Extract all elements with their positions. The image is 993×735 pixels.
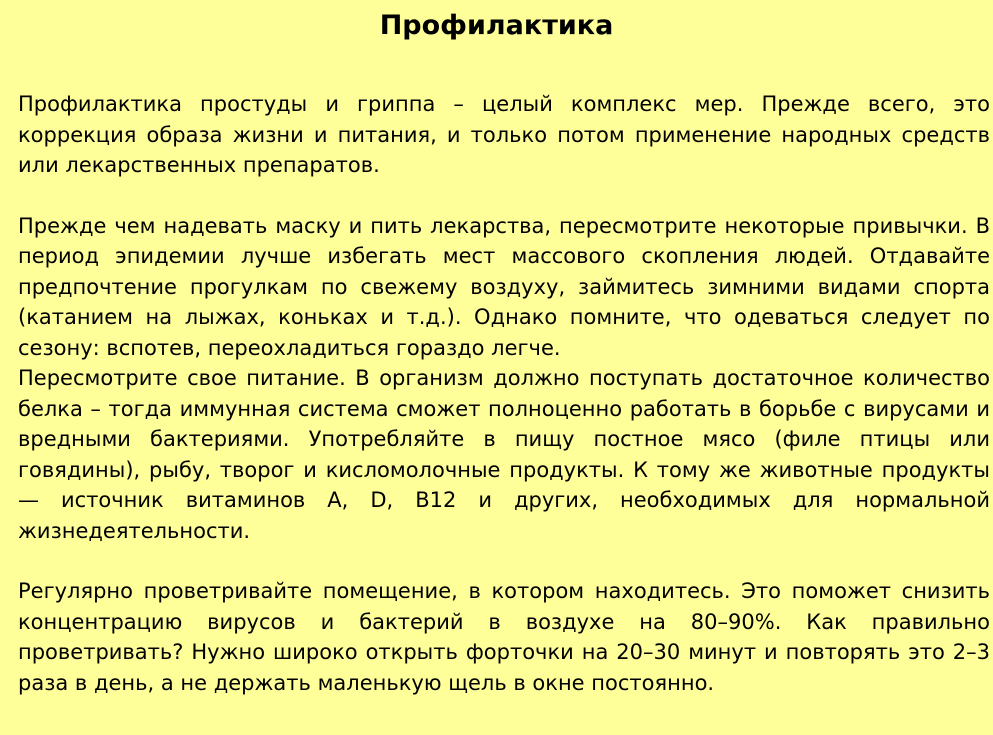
paragraph-spacer bbox=[18, 546, 990, 576]
slide-body bbox=[18, 89, 990, 698]
paragraph-ventilation: Регулярно проветривайте помещение, в котором находитесь. Это поможет снизить концентрацию вирусов и бактерий в воздухе на 80–90%. Как правильно проветривать? Нужно широко открыть форточки на 20–30 минут и повторять это 2–3 раза в день, а не держать маленькую щель в окне постоянно. bbox=[18, 579, 990, 695]
paragraph-intro: Профилактика простуды и гриппа – целый комплекс мер. Прежде всего, это коррекция образа жизни и питания, и только потом применение народных средств или лекарственных препаратов. bbox=[18, 92, 990, 177]
slide-title: Профилактика bbox=[379, 10, 614, 41]
paragraph-habits: Прежде чем надевать маску и пить лекарства, пересмотрите некоторые привычки. В период эпидемии лучше избегать мест массового скопления людей. Отдавайте предпочтение прогулкам по свежему воздуху, займитесь зимними видами спорта (катанием на лыжах, коньках и т.д.). Однако помните, что одеваться следует по сезону: вспотев, переохладиться гораздо легче. bbox=[18, 213, 990, 360]
paragraph-nutrition: Пересмотрите свое питание. В организм должно поступать достаточное количество белка – тогда иммунная система сможет полноценно работать в борьбе с вирусами и вредными бактериями. Употребляйте в пищу постное мясо (филе птицы или говядины), рыбу, творог и кисломолочные продукты. К тому же животные продукты — источник витаминов A, D, B12 и других, необходимых для нормальной жизнедеятельности. bbox=[18, 366, 990, 543]
paragraph-spacer bbox=[18, 181, 990, 211]
